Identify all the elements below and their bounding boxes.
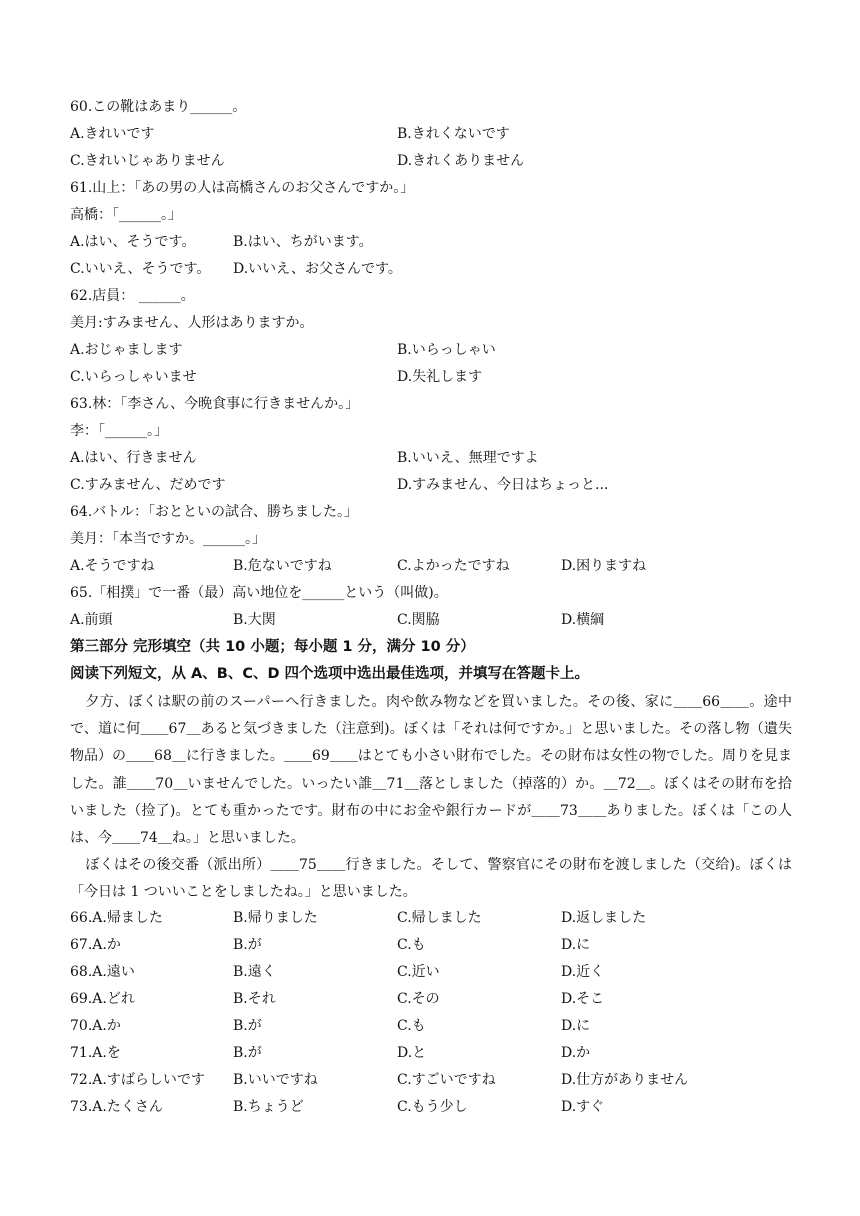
question-63-option-c: C.すみません、だめです [70, 477, 226, 493]
option-66-c: C.帰しました [397, 910, 482, 926]
option-70-b: B.が [233, 1018, 262, 1034]
question-63-option-d: D.すみません、今日はちょっと... [397, 477, 609, 493]
option-70-a: 70.A.か [70, 1018, 121, 1034]
question-61-option-c: C.いいえ、そうです。 [70, 261, 211, 277]
option-69-b: B.それ [233, 991, 276, 1007]
blank-67: ＿＿67＿ [140, 721, 201, 738]
question-60-stem: 60.この靴はあまり______。 [70, 99, 247, 115]
option-67-d: D.に [561, 937, 591, 953]
question-65-option-b: B.大関 [233, 612, 276, 628]
option-73-a: 73.A.たくさん [70, 1099, 163, 1115]
option-67-a: 67.A.か [70, 937, 121, 953]
question-65-option-a: A.前頭 [70, 612, 113, 628]
blank-69: ＿＿69＿＿ [283, 748, 358, 765]
option-66-d: D.返しました [561, 910, 647, 926]
question-60-option-a: A.きれいです [70, 126, 155, 142]
question-65-option-c: C.関脇 [397, 612, 440, 628]
question-62-option-b: B.いらっしゃい [397, 342, 496, 358]
passage-paragraph-1 [70, 689, 807, 852]
question-62-option-a: A.おじゃまします [70, 342, 183, 358]
question-61-option-a: A.はい、そうです。 [70, 234, 196, 250]
question-63-stem: 63.林：「李さん、今晩食事に行きませんか。」 [70, 396, 360, 412]
option-72-d: D.仕方がありません [561, 1072, 689, 1088]
passage-text: に行きました。 [185, 748, 284, 765]
passage-text: 夕方、ぼくは駅の前のスーパーへ行きました。肉や飲み物などを買いました。その後、家に [85, 694, 674, 710]
question-65-stem: 65.「相撲」で一番（最）高い地位を______という（叫做)。 [70, 585, 448, 601]
question-64-option-a: A.そうですね [70, 558, 155, 574]
blank-73: ＿＿73＿＿ [531, 802, 607, 819]
question-64-stem: 64.バトル：「おとといの試合、勝ちました。」 [70, 504, 358, 520]
passage-text: 行きました。そして、警察官にその財布を渡しました（交给)。ぼくは「今日は 1 ついいことをしましたね。」と思いました。 [70, 857, 792, 901]
question-63-reply: 李：「______。」 [70, 423, 168, 439]
blank-71: ＿71＿ [372, 775, 419, 792]
question-65-option-d: D.横綱 [561, 612, 605, 628]
passage-text: はとても小さい財布でした。その財布は女性の物でした。周りを見ま した。誰 [70, 748, 807, 792]
question-62-option-c: C.いらっしゃいませ [70, 369, 197, 385]
question-61-reply: 高橋：「______。」 [70, 207, 182, 223]
question-60-option-c: C.きれいじゃありません [70, 153, 225, 169]
question-61-stem: 61.山上：「あの男の人は高橋さんのお父さんですか。」 [70, 180, 415, 196]
option-67-b: B.が [233, 937, 262, 953]
section-3-title: 第三部分 完形填空（共 10 小题；每小题 1 分，满分 10 分） [70, 639, 475, 655]
question-62-reply: 美月:すみません、人形はありますか。 [70, 315, 314, 331]
option-71-c: D.と [397, 1045, 427, 1061]
passage-text: 落としました（掉落的）か。 [418, 775, 604, 792]
section-3-instruction: 阅读下列短文，从 A、B、C、D 四个选项中选出最佳选项，并填写在答题卡上。 [70, 666, 590, 682]
blank-72: ＿72＿ [603, 775, 651, 792]
option-71-b: B.が [233, 1045, 262, 1061]
option-69-c: C.その [397, 991, 440, 1007]
passage-text: ね。」と思いました。 [171, 830, 305, 847]
question-60-option-d: D.きれくありません [397, 153, 525, 169]
blank-74: ＿＿74＿ [112, 830, 172, 847]
passage-text: あると気づきました（注意到)。ぼくは「それは何ですか。」と思いました。その落し物（遺失物品）の [70, 721, 792, 765]
question-61-option-d: D.いいえ、お父さんです。 [233, 261, 402, 277]
option-72-b: B.いいですね [233, 1072, 318, 1088]
question-60-option-b: B.きれくないです [397, 126, 510, 142]
question-62-option-d: D.失礼します [397, 369, 483, 385]
blank-75: ＿＿75＿＿ [270, 857, 346, 874]
question-64-option-c: C.よかったですね [397, 558, 510, 574]
option-70-d: D.に [561, 1018, 591, 1034]
option-68-d: D.近く [561, 964, 605, 980]
question-64-option-b: B.危ないですね [233, 558, 332, 574]
option-71-d: D.か [561, 1045, 591, 1061]
option-68-c: C.近い [397, 964, 440, 980]
option-66-a: 66.A.帰ました [70, 910, 163, 926]
option-69-d: D.そこ [561, 991, 605, 1007]
question-63-option-a: A.はい、行きません [70, 450, 197, 466]
option-72-c: C.すごいですね [397, 1072, 496, 1088]
question-61-option-b: B.はい、ちがいます。 [233, 234, 373, 250]
option-72-a: 72.A.すばらしいです [70, 1072, 205, 1088]
passage-paragraph-2 [70, 852, 792, 906]
option-69-a: 69.A.どれ [70, 991, 135, 1007]
option-73-b: B.ちょうど [233, 1099, 304, 1115]
cloze-passage [70, 689, 807, 907]
option-67-c: C.も [397, 937, 426, 953]
option-68-b: B.遠く [233, 964, 276, 980]
passage-text: ありました。ぼくは「この人は、今 [70, 802, 792, 847]
option-71-a: 71.A.を [70, 1045, 121, 1061]
option-70-c: C.も [397, 1018, 426, 1034]
question-62-stem: 62.店員： ______。 [70, 288, 195, 304]
question-64-option-d: D.困りますね [561, 558, 647, 574]
option-73-c: C.もう少し [397, 1099, 468, 1115]
option-66-b: B.帰りました [233, 910, 318, 926]
blank-68: ＿＿68＿ [126, 748, 186, 765]
passage-text: 。途中で、道に何 [70, 694, 792, 738]
passage-text: ぼくはその後交番（派出所） [85, 857, 271, 874]
passage-text: いませんでした。いったい誰 [187, 775, 373, 792]
option-68-a: 68.A.遠い [70, 964, 135, 980]
option-73-d: D.すぐ [561, 1099, 605, 1115]
question-63-option-b: B.いいえ、無理ですよ [397, 450, 539, 466]
passage-text: 。ぼくはその財布を拾いました（捡了)。とても重かったです。財布の中にお金や銀行カードが [70, 775, 793, 819]
question-64-reply: 美月：「本当ですか。______。」 [70, 531, 266, 547]
blank-66: ＿＿66＿＿ [673, 694, 750, 710]
blank-70: ＿＿70＿ [126, 775, 188, 792]
